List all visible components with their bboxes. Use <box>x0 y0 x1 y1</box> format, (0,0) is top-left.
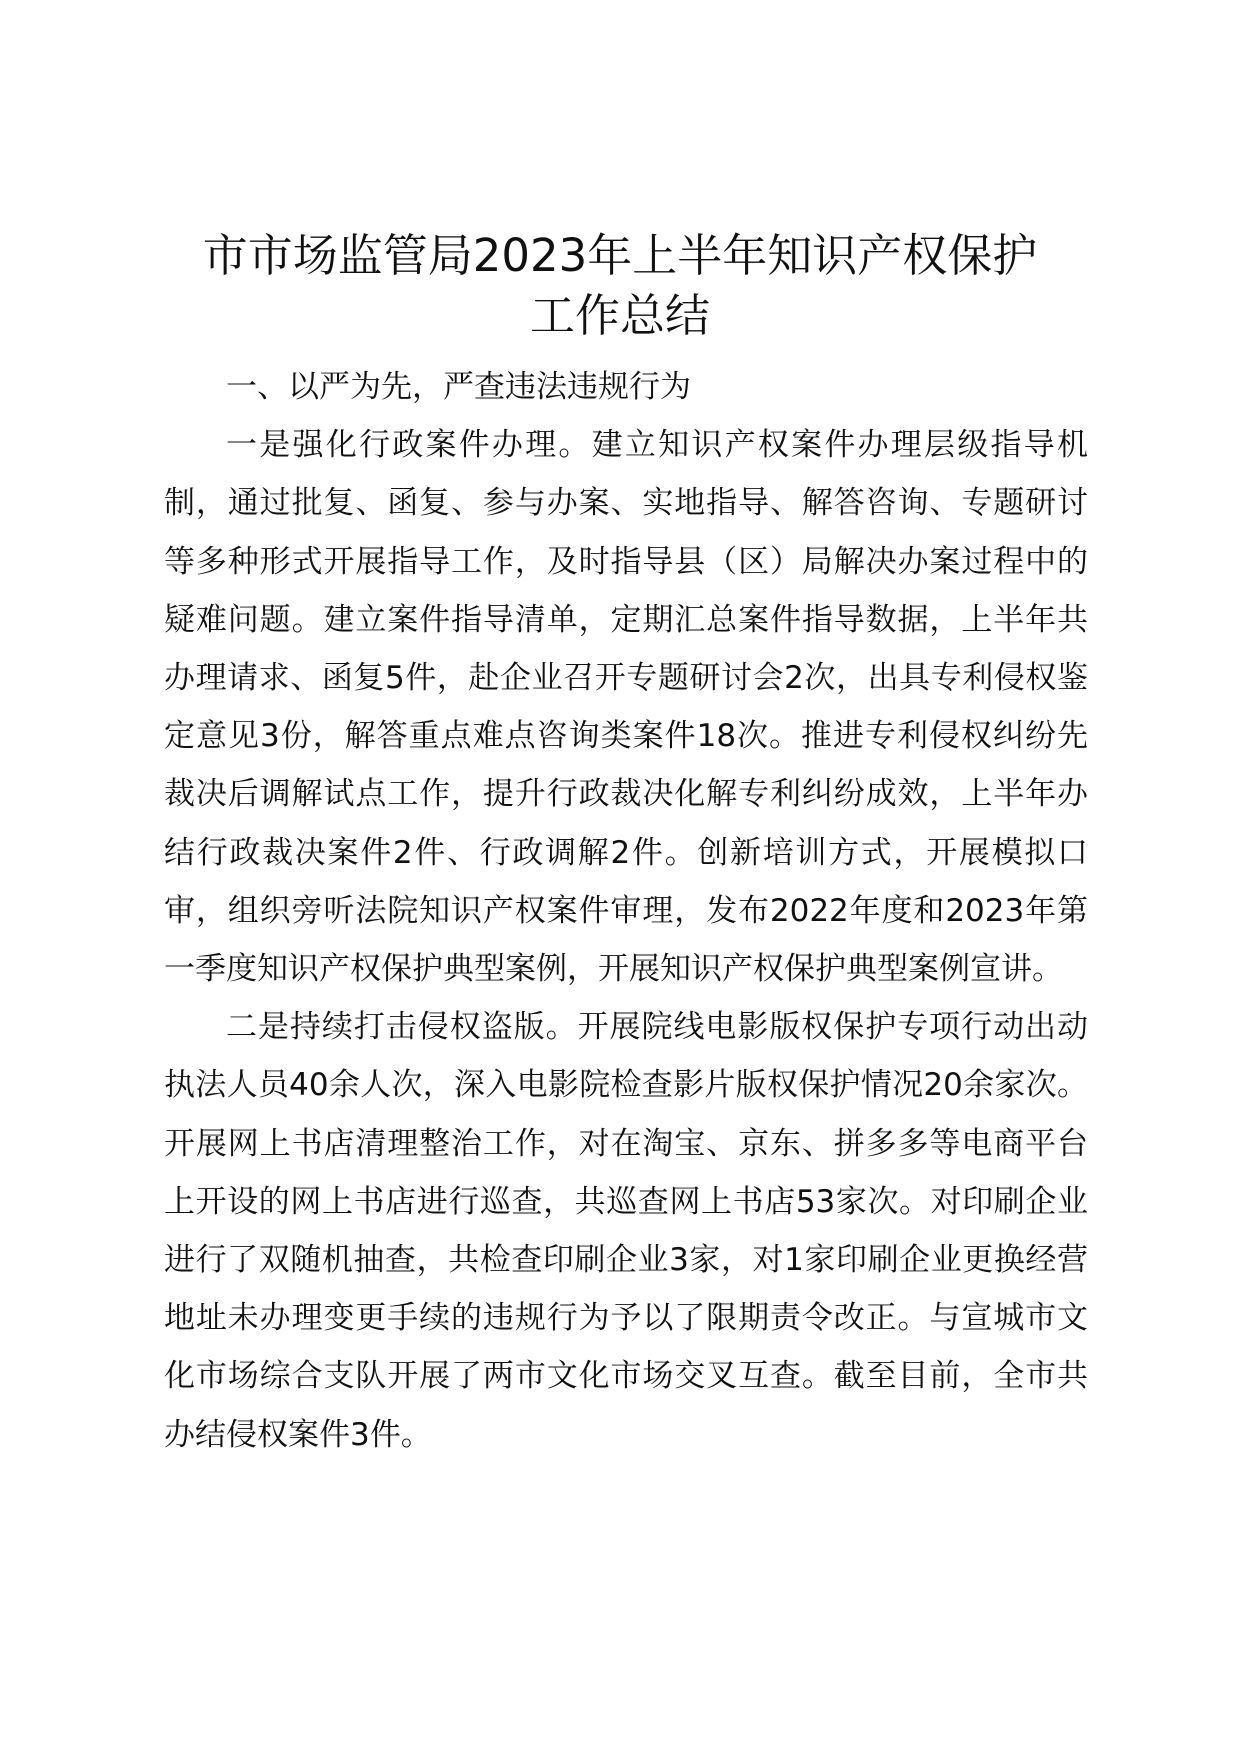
title-line-1: 市市场监管局2023年上半年知识产权保护 <box>202 229 1038 282</box>
document-title <box>150 226 1090 346</box>
document-body <box>164 358 1088 1464</box>
paragraph-anti-piracy: 二是持续打击侵权盗版。开展院线电影版权保护专项行动出动执法人员40余人次，深入电影院检查影片版权保护情况20余家次。开展网上书店清理整治工作，对在淘宝、京东、拼多多等电商平台上开设的网上书店进行巡查，共巡查网上书店53家次。对印刷企业进行了双随机抽查，共检查印刷企业3家，对1家印刷企业更换经营地址未办理变更手续的违规行为予以了限期责令改正。与宣城市文化市场综合支队开展了两市文化市场交叉互查。截至目前，全市共办结侵权案件3件。 <box>164 1009 1088 1453</box>
title-line-2: 工作总结 <box>529 289 710 342</box>
paragraph-case-handling: 一是强化行政案件办理。建立知识产权案件办理层级指导机制，通过批复、函复、参与办案、实地指导、解答咨询、专题研讨等多种形式开展指导工作，及时指导县（区）局解决办案过程中的疑难问题。建立案件指导清单，定期汇总案件指导数据，上半年共办理请求、函复5件，赴企业召开专题研讨会2次，出具专利侵权鉴定意见3份，解答重点难点咨询类案件18次。推进专利侵权纠纷先裁决后调解试点工作，提升行政裁决化解专利纠纷成效，上半年办结行政裁决案件2件、行政调解2件。创新培训方式，开展模拟口审，组织旁听法院知识产权案件审理，发布2022年度和2023年第一季度知识产权保护典型案例，开展知识产权保护典型案例宣讲。 <box>164 427 1088 988</box>
section-heading: 一、以严为先，严查违法违规行为 <box>226 369 691 405</box>
